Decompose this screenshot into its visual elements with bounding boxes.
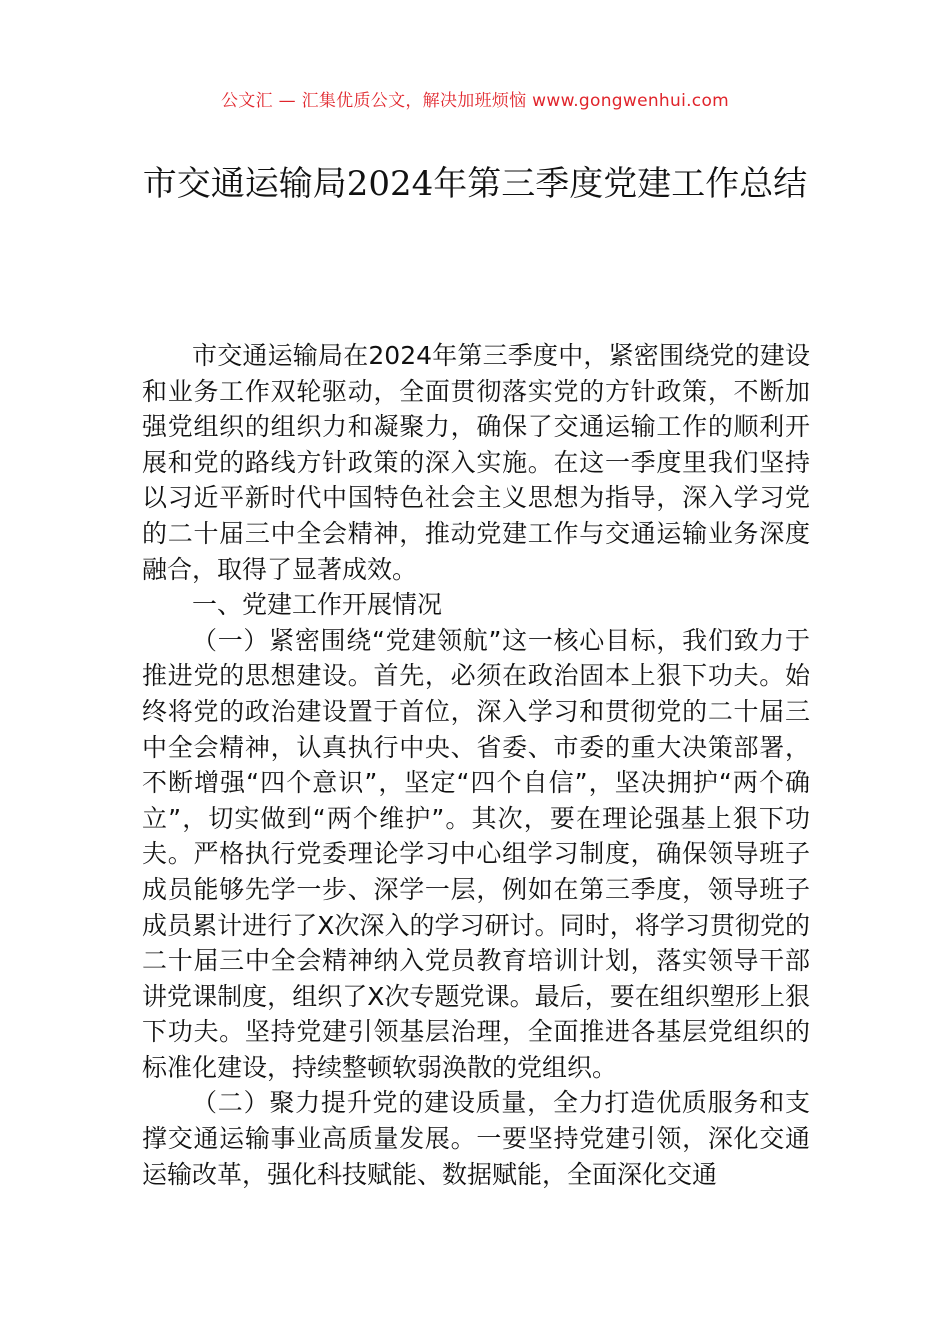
paragraph-section-1-1: （一）紧密围绕“党建领航”这一核心目标，我们致力于推进党的思想建设。首先，必须在政治固本上狠下功夫。始终将党的政治建设置于首位，深入学习和贯彻党的二十届三中全会精神，认真执行中央、省委、市委的重大决策部署，不断增强“四个意识”，坚定“四个自信”，坚决拥护“两个确立”，切实做到“两个维护”。其次，要在理论强基上狠下功夫。严格执行党委理论学习中心组学习制度，确保领导班子成员能够先学一步、深学一层，例如在第三季度，领导班子成员累计进行了X次深入的学习研讨。同时，将学习贯彻党的二十届三中全会精神纳入党员教育培训计划，落实领导干部讲党课制度，组织了X次专题党课。最后，要在组织塑形上狠下功夫。坚持党建引领基层治理，全面推进各基层党组织的标准化建设，持续整顿软弱涣散的党组织。 [142, 625, 810, 1082]
document-title: 市交通运输局2024年第三季度党建工作总结 [142, 164, 808, 204]
document-body [142, 338, 810, 1192]
site-header-banner: 公文汇 — 汇集优质公文，解决加班烦恼 www.gongwenhui.com [220, 91, 730, 111]
paragraph-intro: 市交通运输局在2024年第三季度中，紧密围绕党的建设和业务工作双轮驱动，全面贯彻落实党的方针政策，不断加强党组织的组织力和凝聚力，确保了交通运输工作的顺利开展和党的路线方针政策的深入实施。在这一季度里我们坚持以习近平新时代中国特色社会主义思想为指导，深入学习党的二十届三中全会精神，推动党建工作与交通运输业务深度融合，取得了显著成效。 [142, 341, 810, 584]
section-heading-1: 一、党建工作开展情况 [192, 590, 443, 620]
paragraph-section-1-2: （二）聚力提升党的建设质量，全力打造优质服务和支撑交通运输事业高质量发展。一要坚持党建引领，深化交通运输改革，强化科技赋能、数据赋能，全面深化交通 [142, 1088, 810, 1189]
